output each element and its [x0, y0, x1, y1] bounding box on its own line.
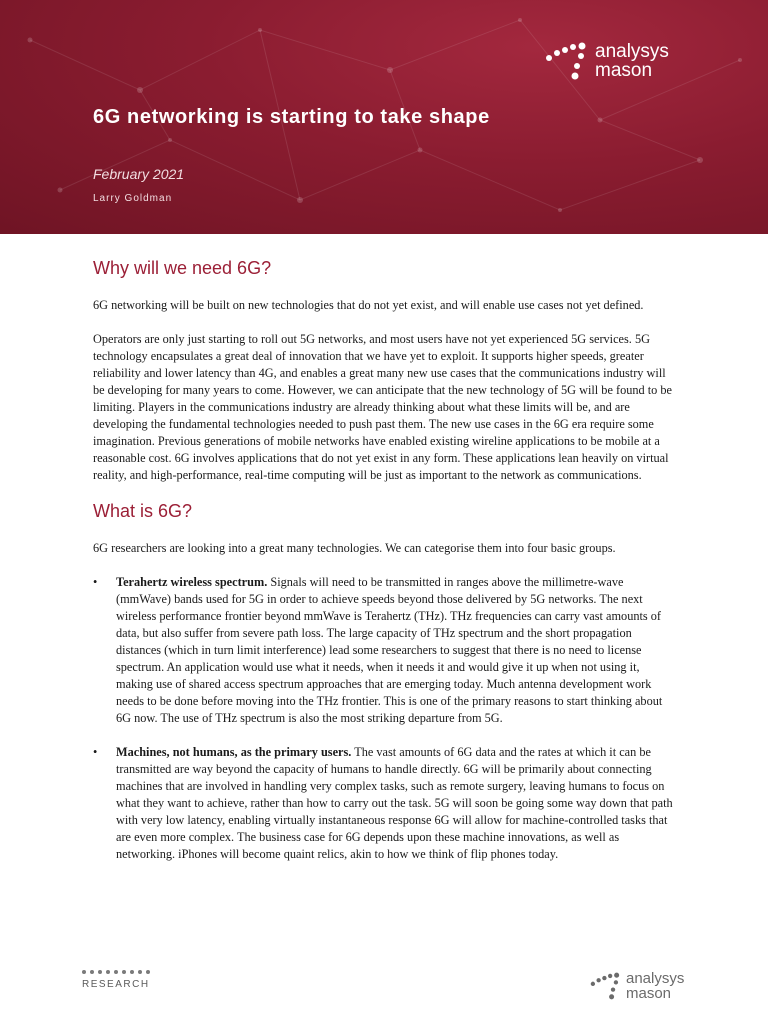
publication-date: February 2021 — [93, 166, 185, 182]
logo-text-line1: analysys — [595, 41, 669, 62]
paragraph: 6G networking will be built on new technologies that do not yet exist, and will enable use cases not yet defined. — [93, 298, 644, 312]
article-body — [93, 258, 678, 880]
paragraph: 6G researchers are looking into a great many technologies. We can categorise them into four basic groups. — [93, 541, 616, 555]
footer-logo-text-line1: analysys — [626, 970, 685, 987]
bullet-list — [93, 574, 678, 863]
logo-dots-icon — [545, 40, 595, 82]
page-title: 6G networking is starting to take shape — [93, 106, 490, 128]
list-item-text: Signals will need to be transmitted in ranges above the millimetre-wave (mmWave) bands used for 5G in order to achieve speeds beyond those delivered by 5G networks. The next wireless performance frontier beyond mmWave is Terahertz (THz). THz frequencies can carry vast amounts of data, but also suffer from severe path loss. The large capacity of THz spectrum and the short propagation distances (which in turn limit interference) lead some researchers to suggest that there is no need to license spectrum. An application would use what it needs, when it needs it and would give it up when not using it, making use of shared access spectrum approaches that are emerging today. Much antenna development work needs to be done before moving into the THz frontier. This is one of the primary reasons to start thinking about 6G now. The use of THz spectrum is also the most striking departure from 5G. — [116, 575, 663, 725]
research-label: RESEARCH — [82, 979, 150, 990]
list-item-lead: Machines, not humans, as the primary users. — [116, 745, 352, 759]
analysys-mason-logo — [545, 40, 669, 82]
footer-analysys-mason-logo — [590, 970, 684, 1002]
footer-logo-dots-icon — [590, 970, 626, 1002]
research-dots-icon — [82, 970, 150, 974]
author-name: Larry Goldman — [93, 193, 173, 204]
footer-logo-text-line2: mason — [626, 985, 672, 1002]
bullet-icon: • — [93, 745, 98, 759]
section-heading-why: Why will we need 6G? — [93, 258, 272, 278]
list-item — [93, 744, 678, 863]
list-item — [93, 574, 678, 727]
logo-text — [595, 42, 669, 80]
bullet-icon: • — [93, 575, 98, 589]
list-item-lead: Terahertz wireless spectrum. — [116, 575, 268, 589]
footer-logo-text — [626, 971, 684, 1001]
header-banner — [0, 0, 768, 234]
section-heading-what: What is 6G? — [93, 501, 193, 521]
logo-text-line2: mason — [595, 60, 653, 81]
paragraph: Operators are only just starting to roll out 5G networks, and most users have not yet experienced 5G services. 5G technology encapsulates a great deal of innovation that we have yet to exploit. It supports higher speeds, greater reliability and lower latency than 4G, and enables a great many new use cases that the communications industry will be developing for many years to come. However, we can anticipate that the new technology of 5G will be found to be limiting. Players in the communications industry are already thinking about what these limits will be, and are developing the fundamental technologies needed to push past them. The new use cases in the 6G era require some imagination. Previous generations of mobile networks have enabled existing wireline applications to be mobile at a reasonable cost. 6G involves applications that do not yet exist in any form. These applications lean heavily on virtual reality, and high-performance, real-time computing will be just as important to the network as communications. — [93, 332, 672, 482]
research-footer-label — [82, 970, 150, 990]
list-item-text: The vast amounts of 6G data and the rates at which it can be transmitted are way beyond the capacity of humans to handle directly. 6G will be primarily about connecting machines that are involved in handling very complex tasks, such as remote surgery, leaving humans to focus on what they want to achieve, rather than how to carry out the task. 5G will soon be going some way down that path with very low latency, enabling virtually instantaneous response 6G will allow for machine-controlled tasks that are even more complex. The business case for 6G depends upon these machine innovations, as well as networking. iPhones will become quaint relics, akin to how we think of flip phones today. — [116, 745, 673, 861]
